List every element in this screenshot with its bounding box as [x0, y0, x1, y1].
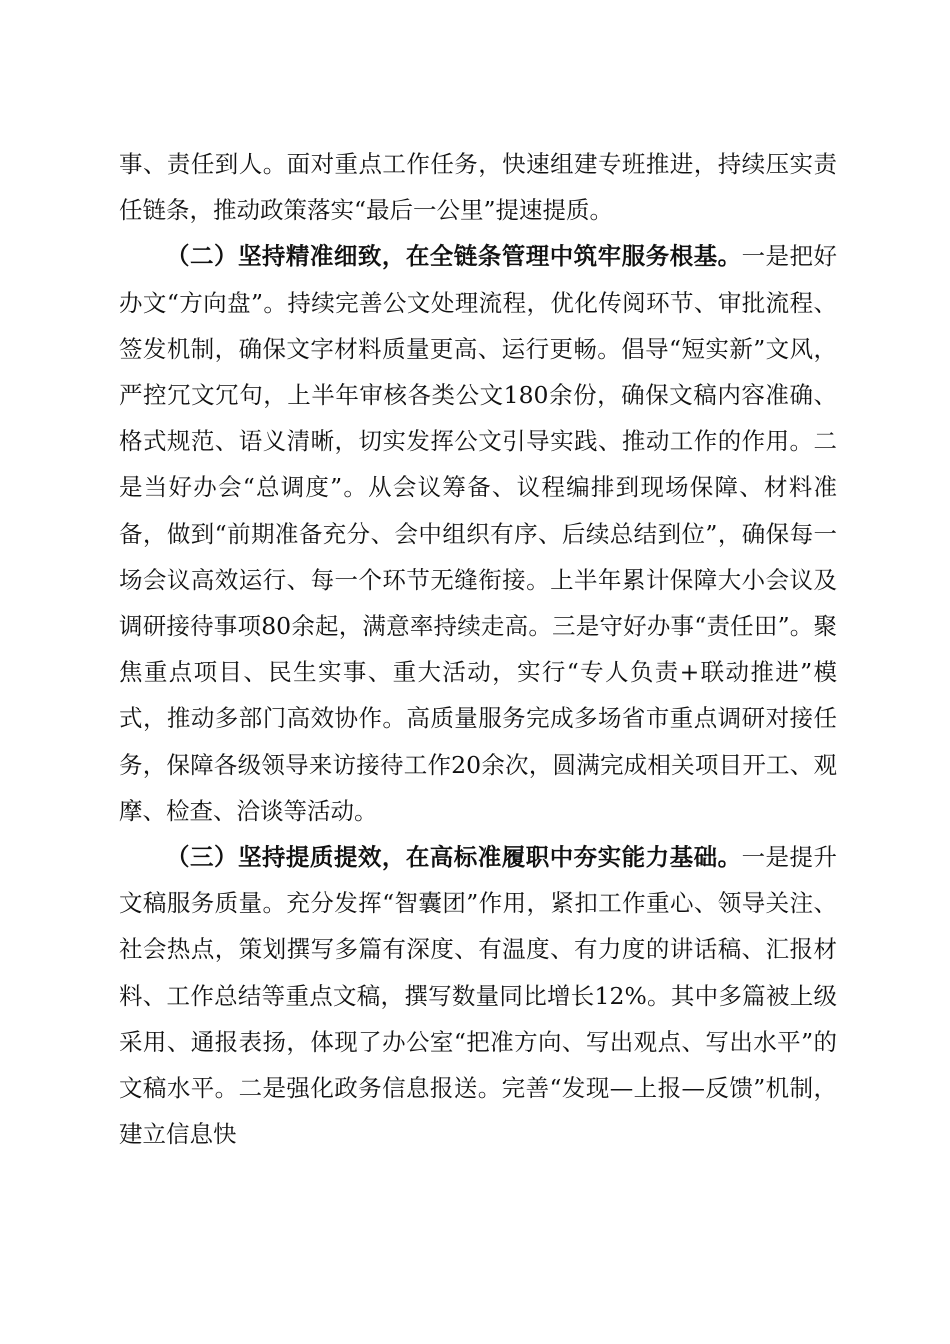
- paragraph-section-two: [119, 233, 837, 834]
- document-body: [119, 141, 837, 1157]
- section-heading: （三）坚持提质提效，在高标准履职中夯实能力基础。: [166, 843, 742, 872]
- paragraph-continuation: [119, 141, 837, 233]
- section-heading: （二）坚持精准细致，在全链条管理中筑牢服务根基。: [166, 242, 742, 271]
- paragraph-section-three: [119, 834, 837, 1157]
- paragraph-text: 事、责任到人。面对重点工作任务，快速组建专班推进，持续压实责任链条，推动政策落实“最后一公里”提速提质。: [119, 150, 837, 225]
- paragraph-text: 一是提升文稿服务质量。充分发挥“智囊团”作用，紧扣工作重心、领导关注、社会热点，策划撰写多篇有深度、有温度、有力度的讲话稿、汇报材料、工作总结等重点文稿，撰写数量同比增长12%。其中多篇被上级采用、通报表扬，体现了办公室“把准方向、写出观点、写出水平”的文稿水平。二是强化政务信息报送。完善“发现—上报—反馈”机制，建立信息快: [119, 843, 838, 1149]
- paragraph-text: 一是把好办文“方向盘”。持续完善公文处理流程，优化传阅环节、审批流程、签发机制，确保文字材料质量更高、运行更畅。倡导“短实新”文风，严控冗文冗句，上半年审核各类公文180余份，确保文稿内容准确、格式规范、语义清晰，切实发挥公文引导实践、推动工作的作用。二是当好办会“总调度”。从会议筹备、议程编排到现场保障、材料准备，做到“前期准备充分、会中组织有序、后续总结到位”，确保每一场会议高效运行、每一个环节无缝衔接。上半年累计保障大小会议及调研接待事项80余起，满意率持续走高。三是守好办事“责任田”。聚焦重点项目、民生实事、重大活动，实行“专人负责+联动推进”模式，推动多部门高效协作。高质量服务完成多场省市重点调研对接任务，保障各级领导来访接待工作20余次，圆满完成相关项目开工、观摩、检查、洽谈等活动。: [119, 242, 838, 825]
